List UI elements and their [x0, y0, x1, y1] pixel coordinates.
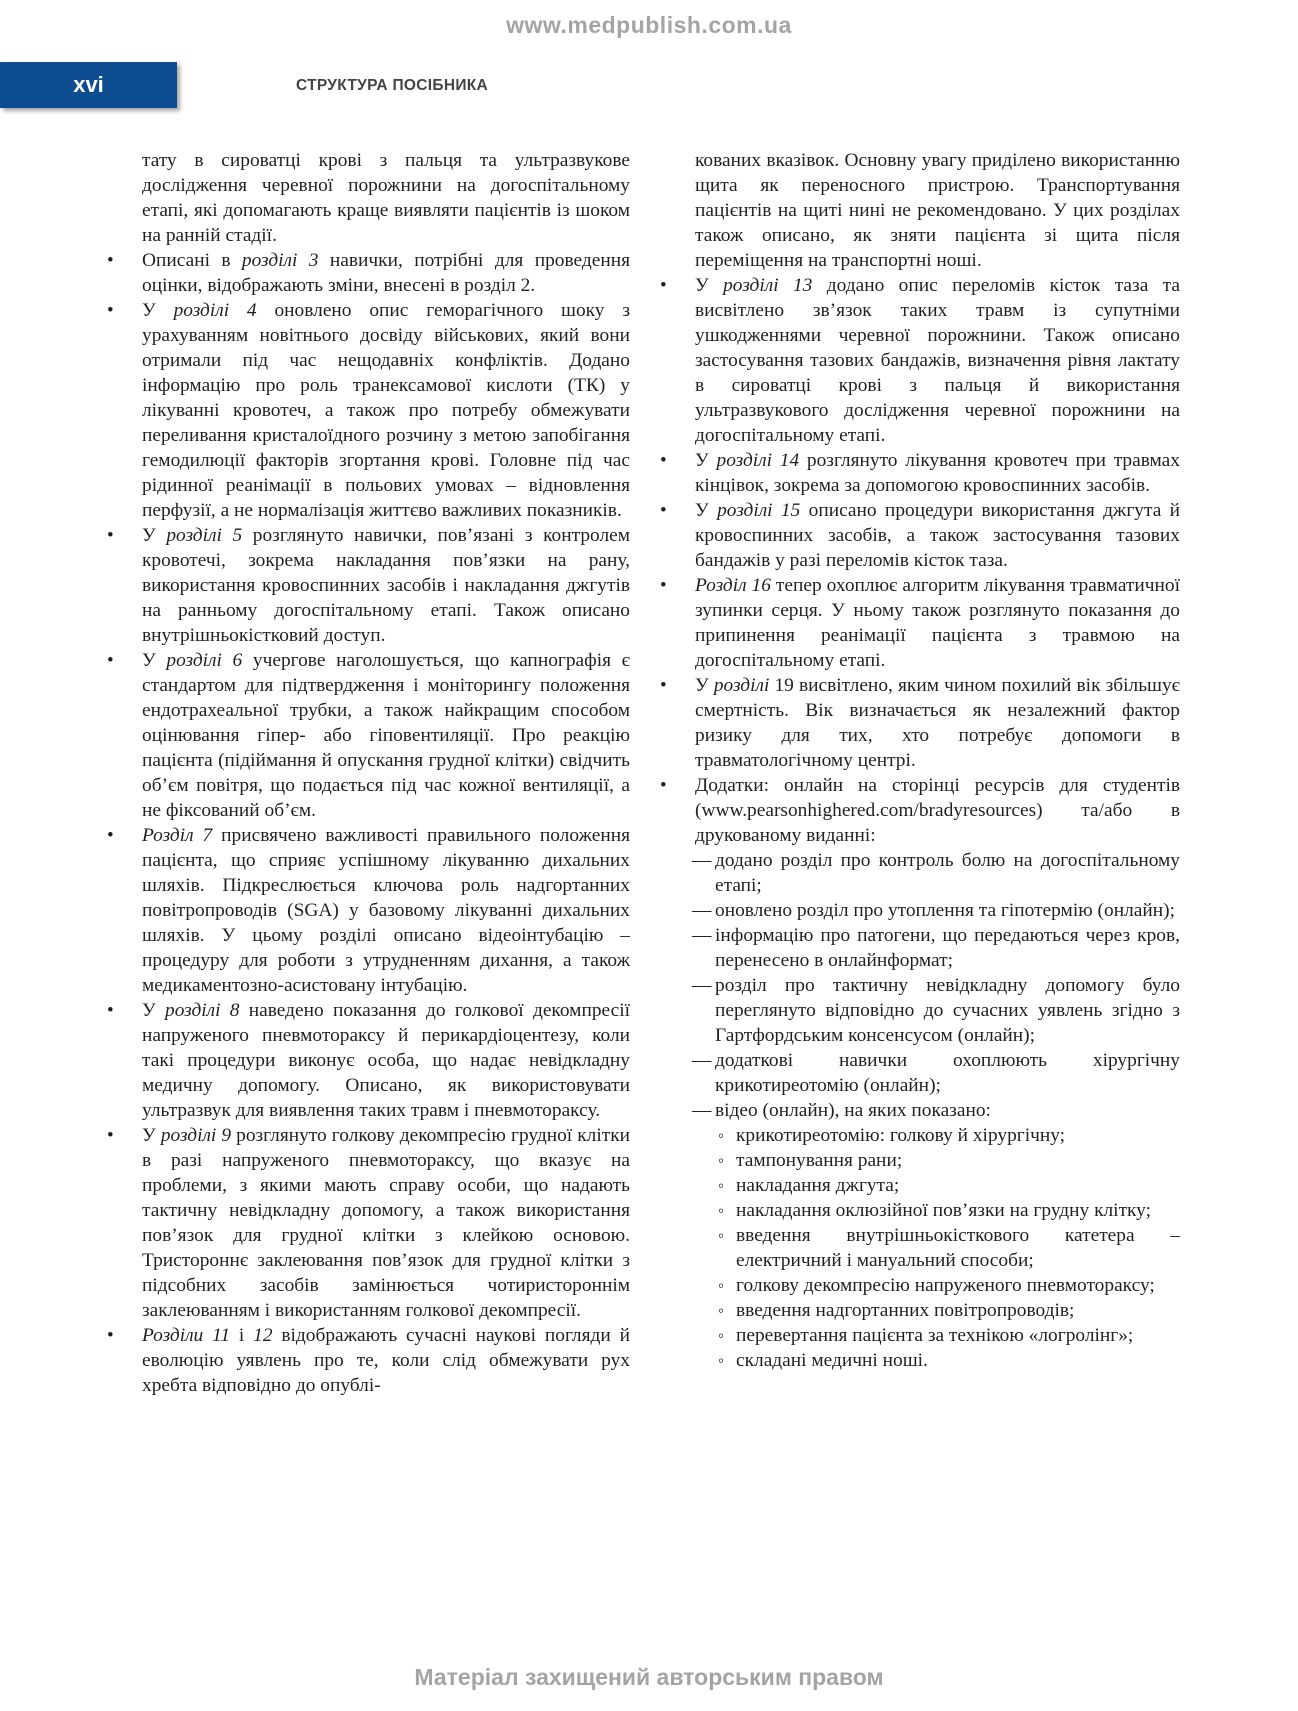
dash-item: — оновлено розділ про утоплення та гіпотермію (онлайн); [692, 900, 1175, 921]
right-column [660, 148, 1181, 1373]
list-item: • У розділі 9 розглянуто голкову декомпресію грудної клітки в разі напруженого пневмотораксу, що вказує на проблеми, з якими мають справу особи, що надають тактичну невідкладну допомогу, а також використання пов’язок для грудної клітки з клейкою основою. Тристороннє заклеювання пов’язок для грудної клітки з підсобних засобів замінюється чотиристороннім заклеюванням і використанням голкової декомпресії. [107, 1125, 631, 1321]
list-item: • Розділ 16 тепер охоплює алгоритм лікування травматичної зупинки серця. У ньому також розглянуто показання до припинення реанімації пацієнта з травмою на догоспітальному етапі. [660, 575, 1180, 671]
circle-bullet-icon: ◦ [718, 1276, 725, 1295]
bullet-icon: • [107, 250, 114, 271]
list-item: • Розділ 7 присвячено важливості правильного положення пацієнта, що сприяє успішному лікуванню дихальних шляхів. Підкреслюється ключова роль надгортанних повітропроводів (SGA) у базовому лікуванні дихальних шляхів. У цьому розділі описано відеоінтубацію – процедуру для роботи з утрудненням дихання, а також медикаментозно-асистовану інтубацію. [107, 825, 630, 996]
circle-bullet-icon: ◦ [718, 1226, 725, 1245]
bullet-icon: • [107, 1000, 114, 1021]
dash-icon: — [692, 975, 712, 996]
bullet-icon: • [107, 825, 114, 846]
copyright-watermark: Матеріал захищений авторським правом [414, 1664, 884, 1690]
list-item: • У розділі 15 описано процедури використання джгута й кровоспинних засобів, а також застосування тазових бандажів у разі переломів кісток таза. [660, 500, 1181, 571]
dash-icon: — [692, 1100, 712, 1121]
list-item: • Розділи 11 і 12 відображають сучасні наукові погляди й еволюцію уявлень про те, коли слід обмежувати рух хребта відповідно до опублі- [107, 1325, 630, 1396]
bullet-icon: • [660, 675, 667, 696]
sub-list-item: ◦ введення надгортанних повітропроводів; [718, 1300, 1075, 1321]
sub-list-item: ◦ накладання джгута; [718, 1175, 900, 1196]
circle-bullet-icon: ◦ [718, 1176, 725, 1195]
dash-item: — відео (онлайн), на яких показано: [692, 1100, 991, 1121]
sub-list-item: ◦ голкову декомпресію напруженого пневмотораксу; [718, 1275, 1155, 1296]
page-number-tab [0, 62, 177, 108]
bullet-icon: • [107, 1125, 114, 1146]
sub-list-item: ◦ введення внутрішньокісткового катетера – електричний і мануальний способи; [718, 1225, 1180, 1271]
list-item: • У розділі 13 додано опис переломів кісток таза та висвітлено зв’язок таких травм із супутніми ушкодженнями черевної порожнини. Також описано застосування тазових бандажів, визначення рівня лактату в сироватці крові з пальця й використання ультразвукового дослідження черевної порожнини на догоспітальному етапі. [660, 275, 1180, 446]
watermark-url: www.medpublish.com.ua [506, 12, 792, 38]
running-head: СТРУКТУРА ПОСІБНИКА [296, 77, 489, 94]
circle-bullet-icon: ◦ [718, 1151, 725, 1170]
circle-bullet-icon: ◦ [718, 1126, 725, 1145]
list-item: • У розділі 14 розглянуто лікування кровотеч при травмах кінцівок, зокрема за допомогою кровоспинних засобів. [660, 450, 1180, 496]
bullet-icon: • [107, 525, 114, 546]
bullet-icon: • [107, 1325, 114, 1346]
bullet-icon: • [660, 775, 667, 796]
dash-item: — додаткові навички охоплюють хірургічну крикотиреотомію (онлайн); [692, 1050, 1180, 1096]
left-column [107, 148, 631, 1398]
dash-icon: — [692, 850, 712, 871]
sub-list-item: ◦ тампонування рани; [718, 1150, 903, 1171]
left-intro-paragraph: тату в сироватці крові з пальця та ультразвукове дослідження черевної порожнини на догоспітальному етапі, які допомагають краще виявляти пацієнтів із шоком на ранній стадії. [142, 150, 630, 246]
dash-item: — додано розділ про контроль болю на догоспітальному етапі; [692, 850, 1180, 896]
bullet-icon: • [107, 650, 114, 671]
list-item: • У розділі 6 учергове наголошується, що капнографія є стандартом для підтвердження і моніторингу положення ендотрахеальної трубки, а також найкращим способом оцінювання гіпер- або гіповентиляції. Про реакцію пацієнта (підіймання й опускання грудної клітки) свідчить об’єм повітря, що подається під час кожної вентиляції, а не фіксований об’єм. [107, 650, 630, 821]
page-number: xvi [73, 72, 104, 97]
circle-bullet-icon: ◦ [718, 1301, 725, 1320]
bullet-icon: • [660, 500, 667, 521]
bullet-icon: • [660, 275, 667, 296]
sub-list-item: ◦ складані медичні ноші. [718, 1350, 928, 1371]
sub-list-item: ◦ крикотиреотомію: голкову й хірургічну; [718, 1125, 1066, 1146]
dash-icon: — [692, 1050, 712, 1071]
list-item: • Додатки: онлайн на сторінці ресурсів для студентів (www.pearsonhighered.com/bradyresources) та/або в друкованому виданні: [660, 775, 1180, 846]
dash-icon: — [692, 900, 712, 921]
list-item: • У розділі 4 оновлено опис геморагічного шоку з урахуванням новітнього досвіду військових, який вони отримали під час нещодавніх конфліктів. Додано інформацію про роль транексамової кислоти (ТК) у лікуванні кровотеч, а також про потребу обмежувати переливання кристалоїдного розчину з метою запобігання гемодилюції факторів згортання крові. Головне під час рідинної реанімації в польових умовах – відновлення перфузії, а не нормалізація життєво важливих показників. [107, 300, 630, 521]
circle-bullet-icon: ◦ [718, 1201, 725, 1220]
list-item: • У розділі 19 висвітлено, яким чином похилий вік збільшує смертність. Вік визначається як незалежний фактор ризику для тих, хто потребує допомоги в травматологічному центрі. [660, 675, 1180, 771]
bullet-icon: • [107, 300, 114, 321]
dash-item: — інформацію про патогени, що передаються через кров, перенесено в онлайнформат; [692, 925, 1180, 971]
dash-icon: — [692, 925, 712, 946]
dash-item: — розділ про тактичну невідкладну допомогу було переглянуто відповідно до сучасних уявлень згідно з Гартфордським консенсусом (онлайн); [692, 975, 1180, 1046]
bullet-icon: • [660, 575, 667, 596]
right-intro-paragraph: кованих вказівок. Основну увагу приділено використанню щита як переносного пристрою. Транспортування пацієнтів на щиті нині не рекомендовано. У цих розділах також описано, як зняти пацієнта зі щита після переміщення на транспортні ноші. [695, 150, 1180, 271]
list-item: • У розділі 8 наведено показання до голкової декомпресії напруженого пневмотораксу й перикардіоцентезу, коли такі процедури виконує особа, що надає невідкладну медичну допомогу. Описано, як використовувати ультразвук для виявлення таких травм і пневмотораксу. [107, 1000, 630, 1121]
sub-list-item: ◦ перевертання пацієнта за технікою «логролінг»; [718, 1325, 1134, 1346]
list-item: • У розділі 5 розглянуто навички, пов’язані з контролем кровотечі, зокрема накладання пов’язки на рану, використання кровоспинних засобів і накладання джгутів на ранньому догоспітальному етапі. Також описано внутрішньокістковий доступ. [107, 525, 631, 646]
circle-bullet-icon: ◦ [718, 1351, 725, 1370]
list-item: • Описані в розділі 3 навички, потрібні для проведення оцінки, відображають зміни, внесені в розділ 2. [107, 250, 630, 296]
sub-list-item: ◦ накладання оклюзійної пов’язки на грудну клітку; [718, 1200, 1152, 1221]
bullet-icon: • [660, 450, 667, 471]
circle-bullet-icon: ◦ [718, 1326, 725, 1345]
